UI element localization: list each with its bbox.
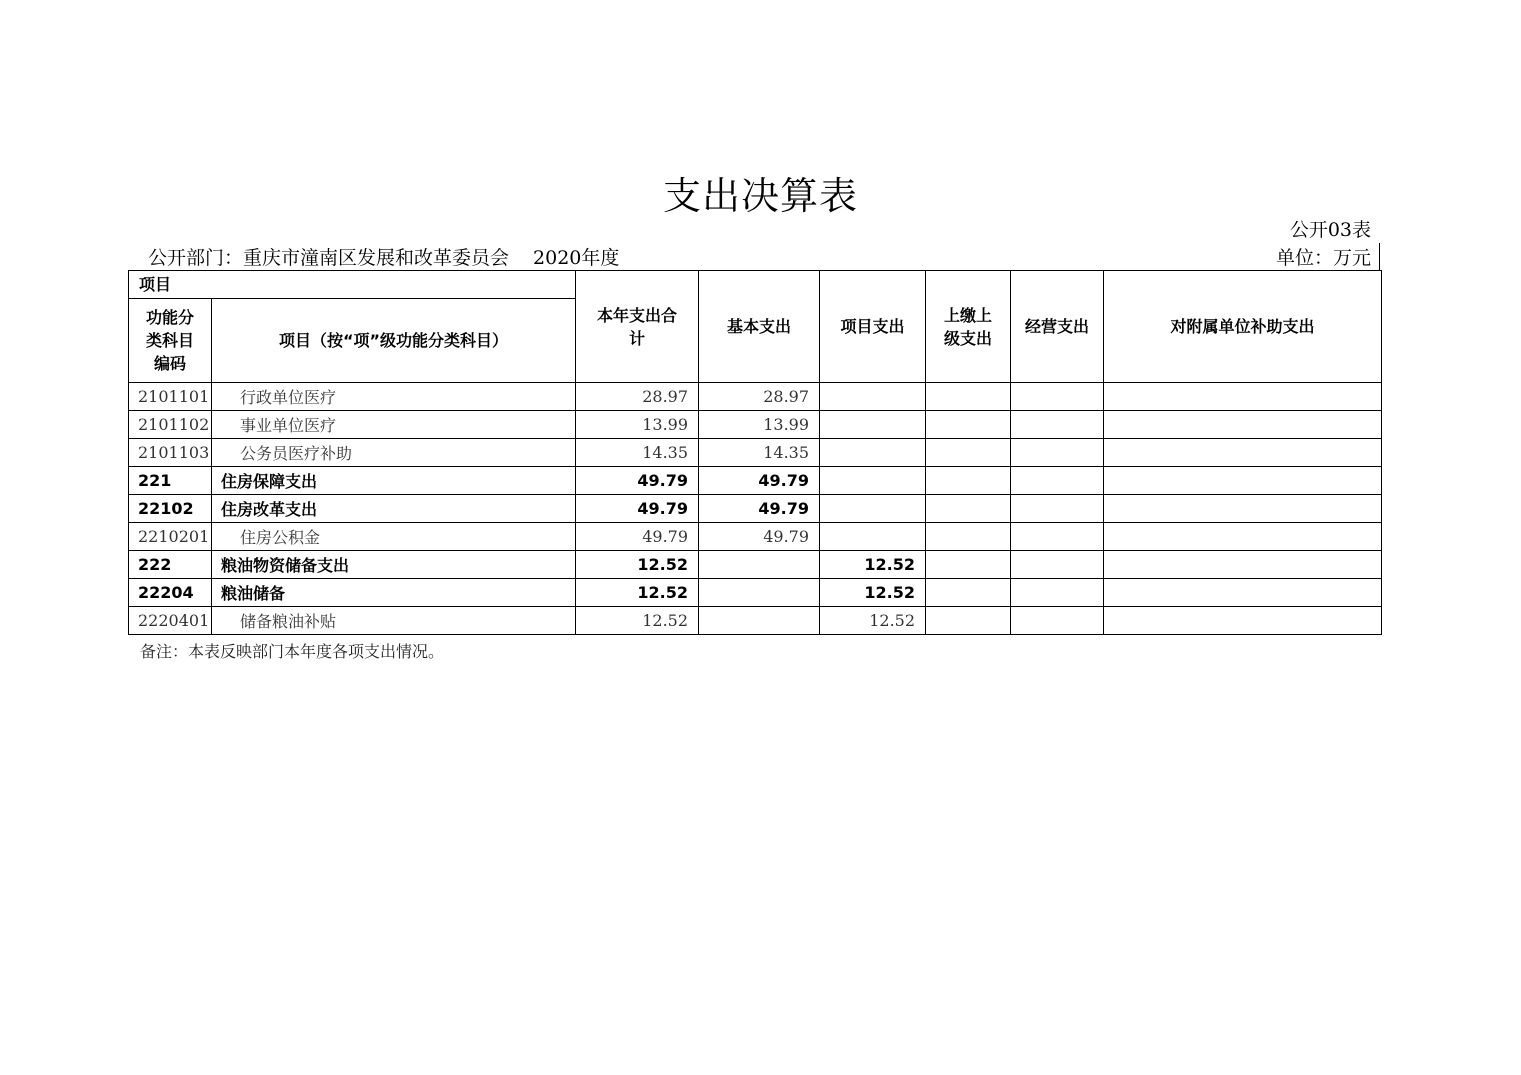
cell-project [820, 467, 926, 495]
department-line [148, 243, 619, 270]
cell-basic: 13.99 [699, 411, 820, 439]
cell-basic: 14.35 [699, 439, 820, 467]
cell-basic [699, 607, 820, 635]
cell-name: 住房保障支出 [212, 467, 576, 495]
cell-subsidy [1104, 523, 1382, 551]
cell-business [1011, 467, 1104, 495]
header-basic: 基本支出 [699, 271, 820, 383]
cell-project: 12.52 [820, 551, 926, 579]
header-project: 项目支出 [820, 271, 926, 383]
cell-subsidy [1104, 551, 1382, 579]
cell-business [1011, 551, 1104, 579]
table-row [129, 383, 1382, 411]
cell-project: 12.52 [820, 579, 926, 607]
cell-business [1011, 523, 1104, 551]
cell-basic: 28.97 [699, 383, 820, 411]
cell-name: 公务员医疗补助 [212, 439, 576, 467]
cell-business [1011, 439, 1104, 467]
cell-subsidy [1104, 579, 1382, 607]
header-total: 本年支出合计 [576, 271, 699, 383]
cell-project [820, 383, 926, 411]
page-title: 支出决算表 [662, 174, 858, 218]
cell-upper [926, 607, 1011, 635]
cell-subsidy [1104, 607, 1382, 635]
cell-basic: 49.79 [699, 467, 820, 495]
cell-total: 12.52 [576, 551, 699, 579]
cell-name: 粮油储备 [212, 579, 576, 607]
department-label: 公开部门：重庆市潼南区发展和改革委员会 [148, 247, 510, 269]
unit-label: 单位：万元 [1275, 247, 1371, 269]
cell-subsidy [1104, 411, 1382, 439]
cell-upper [926, 383, 1011, 411]
cell-name: 住房公积金 [212, 523, 576, 551]
table-row [129, 523, 1382, 551]
cell-total: 13.99 [576, 411, 699, 439]
cell-total: 49.79 [576, 523, 699, 551]
table-row [129, 495, 1382, 523]
cell-total: 49.79 [576, 495, 699, 523]
cell-upper [926, 467, 1011, 495]
cell-project [820, 495, 926, 523]
table-row [129, 551, 1382, 579]
table-row [129, 439, 1382, 467]
cell-upper [926, 439, 1011, 467]
cell-business [1011, 411, 1104, 439]
header-upper: 上缴上级支出 [926, 271, 1011, 383]
header-business: 经营支出 [1011, 271, 1104, 383]
header-code: 功能分类科目编码 [129, 299, 212, 383]
cell-total: 12.52 [576, 607, 699, 635]
cell-project: 12.52 [820, 607, 926, 635]
table-row [129, 411, 1382, 439]
cell-basic [699, 579, 820, 607]
cell-basic [699, 551, 820, 579]
cell-name: 储备粮油补贴 [212, 607, 576, 635]
cell-subsidy [1104, 495, 1382, 523]
cell-basic: 49.79 [699, 523, 820, 551]
cell-upper [926, 551, 1011, 579]
header-name: 项目（按“项”级功能分类科目） [212, 299, 576, 383]
expenditure-table [128, 270, 1382, 635]
cell-business [1011, 607, 1104, 635]
cell-code: 2101101 [129, 383, 212, 411]
cell-total: 14.35 [576, 439, 699, 467]
cell-business [1011, 495, 1104, 523]
cell-total: 12.52 [576, 579, 699, 607]
header-subsidy: 对附属单位补助支出 [1104, 271, 1382, 383]
cell-subsidy [1104, 383, 1382, 411]
cell-subsidy [1104, 467, 1382, 495]
cell-name: 事业单位医疗 [212, 411, 576, 439]
cell-name: 行政单位医疗 [212, 383, 576, 411]
cell-name: 住房改革支出 [212, 495, 576, 523]
cell-code: 222 [129, 551, 212, 579]
table-row [129, 467, 1382, 495]
cell-name: 粮油物资储备支出 [212, 551, 576, 579]
cell-code: 221 [129, 467, 212, 495]
cell-upper [926, 411, 1011, 439]
table-edge-line [1379, 243, 1380, 271]
header-item: 项目 [129, 271, 576, 299]
cell-project [820, 523, 926, 551]
cell-code: 2220401 [129, 607, 212, 635]
cell-upper [926, 523, 1011, 551]
table-note: 备注：本表反映部门本年度各项支出情况。 [140, 642, 445, 661]
cell-business [1011, 383, 1104, 411]
cell-subsidy [1104, 439, 1382, 467]
table-row [129, 607, 1382, 635]
cell-business [1011, 579, 1104, 607]
cell-code: 2210201 [129, 523, 212, 551]
cell-code: 22204 [129, 579, 212, 607]
cell-code: 22102 [129, 495, 212, 523]
cell-upper [926, 495, 1011, 523]
table-code: 公开03表 [1289, 219, 1371, 241]
cell-upper [926, 579, 1011, 607]
cell-project [820, 439, 926, 467]
cell-code: 2101102 [129, 411, 212, 439]
cell-project [820, 411, 926, 439]
table-row [129, 579, 1382, 607]
cell-total: 28.97 [576, 383, 699, 411]
cell-basic: 49.79 [699, 495, 820, 523]
cell-total: 49.79 [576, 467, 699, 495]
cell-code: 2101103 [129, 439, 212, 467]
year-label: 2020年度 [533, 247, 620, 269]
